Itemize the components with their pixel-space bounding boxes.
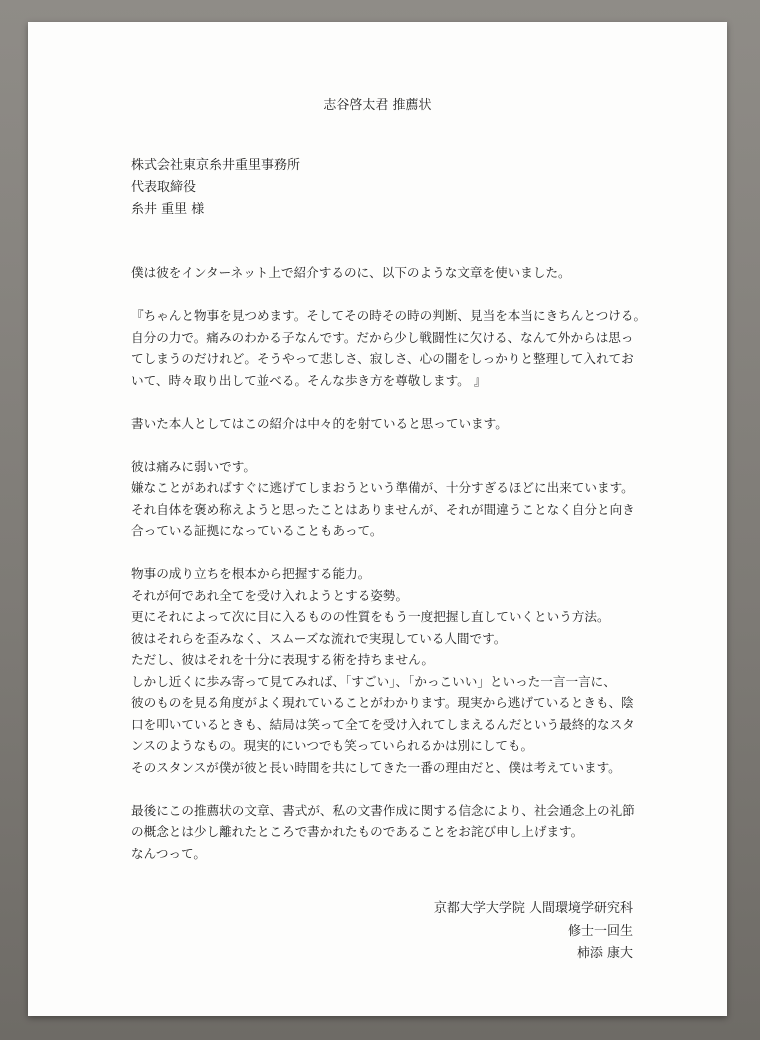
body-line: 『ちゃんと物事を見つめます。そしてその時その時の判断、見当を本当にきちんとつける。 [131,308,647,323]
body-line: 物事の成り立ちを根本から把握する能力。 [131,566,371,581]
body-line: それ自体を褒め称えようと思ったことはありませんが、それが間違うことなく自分と向き [131,501,635,517]
addressee-position: 代表取締役 [131,180,197,195]
body-line: 最後にこの推薦状の文章、書式が、私の文書作成に関する信念により、社会通念上の礼節 [131,802,635,818]
signature-year: 修士一回生 [567,923,633,939]
body-line: 更にそれによって次に目に入るものの性質をもう一度把握し直していくという方法。 [131,609,610,624]
body-line: の概念とは少し離れたところで書かれたものであることをお詫び申し上げます。 [131,824,584,839]
body-line: いて、時々取り出して並べる。そんな歩き方を尊敬します。 』 [131,372,487,388]
body-line: 彼のものを見る角度がよく現れていることがわかります。現実から逃げているときも、陰 [131,695,634,710]
body-line: 書いた本人としてはこの紹介は中々的を射ていると思っています。 [131,415,508,431]
body-line: そのスタンスが僕が彼と長い時間を共にしてきた一番の理由だと、僕は考えています。 [131,759,621,775]
body-line: 嫌なことがあればすぐに逃げてしまおうという準備が、十分すぎるほどに出来ています。 [131,480,634,495]
body-line: てしまうのだけれど。そうやって悲しさ、寂しさ、心の闇をしっかりと整理して入れてお [131,351,634,366]
body-line: 自分の力で。痛みのわかる子なんです。だから少し戦闘性に欠ける、なんて外からは思っ [131,329,634,345]
letter-body [131,262,676,864]
addressee-name: 糸井 重里 様 [131,202,205,217]
body-line: ンスのようなもの。現実的にいつでも笑っていられるかは別にしても。 [131,738,534,753]
addressee-company: 株式会社東京糸井重里事務所 [131,158,301,173]
signature-name: 柿添 康大 [576,946,633,961]
letter-paper [28,22,727,1016]
body-line: しかし近くに歩み寄って見てみれば、「すごい」、「かっこいい」といった一言一言に、 [131,673,616,689]
addressee-block [131,155,300,221]
body-line: 僕は彼をインターネット上で紹介するのに、以下のような文章を使いました。 [131,265,571,280]
body-line: 彼はそれらを歪みなく、スムーズな流れで実現している人間です。 [131,630,507,646]
body-line: 口を叩いているときも、結局は笑って全てを受け入れてしまえるんだという最終的なスタ [131,716,635,732]
body-line: それが何であれ全てを受け入れようとする姿勢。 [131,587,409,603]
signature-block [434,898,633,966]
signature-affiliation: 京都大学大学院 人間環境学研究科 [433,901,633,916]
letter-title: 志谷啓太君 推薦状 [323,98,432,113]
body-line: ただし、彼はそれを十分に表現する術を持ちません。 [131,652,435,667]
body-line: 合っている証拠になっていることもあって。 [131,523,383,538]
body-line: 彼は痛みに弱いです。 [131,458,256,474]
body-line: なんつって。 [131,845,206,861]
